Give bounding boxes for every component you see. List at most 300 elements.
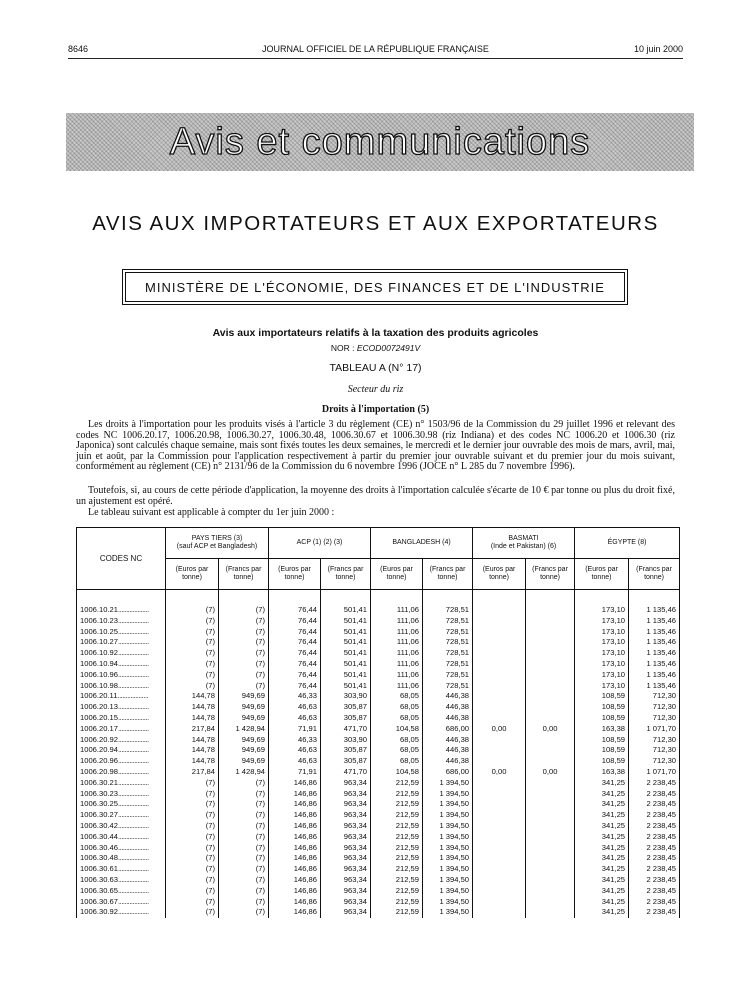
code-nc-cell: 1006.20.92................... [77, 735, 166, 746]
table-row [77, 605, 680, 616]
value-cell: 2 238,45 [629, 789, 680, 800]
table-row [77, 886, 680, 897]
value-cell: 111,06 [371, 616, 423, 627]
table-row [77, 875, 680, 886]
code-nc-cell: 1006.10.92................... [77, 648, 166, 659]
value-cell: (7) [219, 886, 269, 897]
value-cell: 1 135,46 [629, 627, 680, 638]
table-row [77, 799, 680, 810]
value-cell: 173,10 [575, 681, 629, 692]
value-cell: 173,10 [575, 627, 629, 638]
table-row [77, 637, 680, 648]
value-cell: 1 135,46 [629, 681, 680, 692]
value-cell [526, 605, 575, 616]
value-cell: 446,38 [423, 691, 473, 702]
value-cell: 173,10 [575, 637, 629, 648]
value-cell: 728,51 [423, 681, 473, 692]
droits-heading: Droits à l'importation (5) [321, 404, 430, 415]
group-header-bangladesh: BANGLADESH (4) [371, 528, 473, 559]
code-nc-cell: 1006.10.27................... [77, 637, 166, 648]
value-cell: 144,78 [166, 745, 219, 756]
value-cell [473, 897, 526, 908]
rice-duties-table [76, 527, 680, 918]
value-cell [473, 907, 526, 918]
value-cell: 305,87 [321, 756, 371, 767]
value-cell: 76,44 [269, 648, 321, 659]
value-cell: 108,59 [575, 691, 629, 702]
value-cell: 1 394,50 [423, 864, 473, 875]
value-cell: (7) [166, 886, 219, 897]
value-cell: 212,59 [371, 799, 423, 810]
codes-nc-header: CODES NC [77, 528, 166, 590]
value-cell: 341,25 [575, 864, 629, 875]
value-cell [526, 648, 575, 659]
value-cell: 163,38 [575, 724, 629, 735]
value-cell: 0,00 [473, 767, 526, 778]
table-row [77, 627, 680, 638]
value-cell [473, 756, 526, 767]
table-row [77, 853, 680, 864]
value-cell: 305,87 [321, 702, 371, 713]
table-row [77, 713, 680, 724]
value-cell [526, 735, 575, 746]
value-cell: 1 071,70 [629, 767, 680, 778]
value-cell: 963,34 [321, 875, 371, 886]
value-cell: 111,06 [371, 659, 423, 670]
code-nc-cell: 1006.20.11................... [77, 691, 166, 702]
value-cell: 68,05 [371, 756, 423, 767]
value-cell: 1 394,50 [423, 832, 473, 843]
nor-line [0, 343, 751, 353]
value-cell: 2 238,45 [629, 810, 680, 821]
code-nc-cell: 1006.30.44................... [77, 832, 166, 843]
value-cell: (7) [219, 853, 269, 864]
value-cell: 1 135,46 [629, 648, 680, 659]
value-cell: 146,86 [269, 897, 321, 908]
value-cell: 46,63 [269, 713, 321, 724]
value-cell: 2 238,45 [629, 843, 680, 854]
value-cell: (7) [219, 648, 269, 659]
value-cell: 501,41 [321, 605, 371, 616]
value-cell: 163,38 [575, 767, 629, 778]
value-cell: 111,06 [371, 605, 423, 616]
value-cell: (7) [166, 864, 219, 875]
value-cell: 1 394,50 [423, 778, 473, 789]
value-cell: 712,30 [629, 713, 680, 724]
value-cell: (7) [219, 832, 269, 843]
value-cell: 146,86 [269, 821, 321, 832]
value-cell: 212,59 [371, 886, 423, 897]
value-cell: 212,59 [371, 864, 423, 875]
value-cell: 949,69 [219, 713, 269, 724]
value-cell: 305,87 [321, 713, 371, 724]
value-cell: 1 135,46 [629, 659, 680, 670]
value-cell: 728,51 [423, 659, 473, 670]
value-cell: 68,05 [371, 713, 423, 724]
page-number: 8646 [68, 44, 89, 54]
value-cell: 728,51 [423, 637, 473, 648]
table-row [77, 670, 680, 681]
value-cell [473, 627, 526, 638]
value-cell: (7) [166, 778, 219, 789]
value-cell [473, 637, 526, 648]
value-cell [473, 691, 526, 702]
value-cell: 963,34 [321, 789, 371, 800]
value-cell: 949,69 [219, 735, 269, 746]
value-cell [473, 648, 526, 659]
value-cell: 341,25 [575, 789, 629, 800]
value-cell: 471,70 [321, 724, 371, 735]
unit-euro-header: (Euros par tonne) [371, 559, 423, 590]
value-cell: (7) [166, 605, 219, 616]
paragraph-2: Toutefois, si, au cours de cette période d'application, la moyenne des droits à l'importation calculée s'écarte de 10 € par tonne ou plus du droit fixé, un ajustement est opéré. [76, 485, 675, 507]
value-cell: 2 238,45 [629, 907, 680, 918]
value-cell: 146,86 [269, 799, 321, 810]
value-cell: 341,25 [575, 778, 629, 789]
value-cell [526, 875, 575, 886]
value-cell: 728,51 [423, 616, 473, 627]
value-cell [473, 843, 526, 854]
value-cell: 212,59 [371, 832, 423, 843]
code-nc-cell: 1006.30.42................... [77, 821, 166, 832]
value-cell: 146,86 [269, 832, 321, 843]
value-cell [526, 897, 575, 908]
value-cell: 108,59 [575, 745, 629, 756]
table-row [77, 907, 680, 918]
value-cell: 146,86 [269, 843, 321, 854]
value-cell: (7) [166, 810, 219, 821]
value-cell: (7) [219, 799, 269, 810]
value-cell: 712,30 [629, 745, 680, 756]
code-nc-cell: 1006.20.94................... [77, 745, 166, 756]
value-cell: 111,06 [371, 670, 423, 681]
code-nc-cell: 1006.10.25................... [77, 627, 166, 638]
value-cell: 2 238,45 [629, 897, 680, 908]
value-cell: 1 394,50 [423, 897, 473, 908]
value-cell: 2 238,45 [629, 799, 680, 810]
value-cell: 471,70 [321, 767, 371, 778]
value-cell: 146,86 [269, 853, 321, 864]
value-cell [473, 799, 526, 810]
table-row [77, 702, 680, 713]
value-cell: 949,69 [219, 745, 269, 756]
value-cell: 446,38 [423, 756, 473, 767]
value-cell: 446,38 [423, 735, 473, 746]
value-cell: 446,38 [423, 713, 473, 724]
code-nc-cell: 1006.30.61................... [77, 864, 166, 875]
value-cell: 1 135,46 [629, 670, 680, 681]
value-cell: 2 238,45 [629, 832, 680, 843]
code-nc-cell: 1006.30.27................... [77, 810, 166, 821]
value-cell: 446,38 [423, 745, 473, 756]
value-cell [526, 691, 575, 702]
value-cell: 341,25 [575, 886, 629, 897]
table-row [77, 821, 680, 832]
value-cell: 963,34 [321, 907, 371, 918]
code-nc-cell: 1006.10.23................... [77, 616, 166, 627]
value-cell: 173,10 [575, 616, 629, 627]
value-cell: 2 238,45 [629, 886, 680, 897]
value-cell: (7) [166, 627, 219, 638]
value-cell: (7) [166, 853, 219, 864]
unit-franc-header: (Francs par tonne) [219, 559, 269, 590]
value-cell [526, 843, 575, 854]
value-cell: 146,86 [269, 907, 321, 918]
value-cell: 341,25 [575, 843, 629, 854]
table-row [77, 745, 680, 756]
group-header-acp: ACP (1) (2) (3) [269, 528, 371, 559]
code-nc-cell: 1006.20.13................... [77, 702, 166, 713]
unit-franc-header: (Francs par tonne) [321, 559, 371, 590]
value-cell: 949,69 [219, 702, 269, 713]
table-spacer-row [77, 590, 680, 606]
value-cell: 712,30 [629, 691, 680, 702]
value-cell: 728,51 [423, 605, 473, 616]
value-cell [473, 853, 526, 864]
value-cell: 104,58 [371, 767, 423, 778]
value-cell: (7) [219, 637, 269, 648]
value-cell: 1 135,46 [629, 605, 680, 616]
table-row [77, 832, 680, 843]
value-cell: 963,34 [321, 864, 371, 875]
value-cell: 446,38 [423, 702, 473, 713]
group-header-egypte: ÉGYPTE (8) [575, 528, 680, 559]
value-cell: (7) [166, 637, 219, 648]
value-cell: 217,84 [166, 724, 219, 735]
value-cell: 963,34 [321, 821, 371, 832]
doc-title: Avis aux importateurs relatifs à la taxation des produits agricoles [212, 327, 539, 339]
value-cell: 46,63 [269, 756, 321, 767]
value-cell [473, 810, 526, 821]
code-nc-cell: 1006.10.21................... [77, 605, 166, 616]
unit-franc-header: (Francs par tonne) [423, 559, 473, 590]
value-cell: 341,25 [575, 875, 629, 886]
value-cell [473, 681, 526, 692]
table-row [77, 864, 680, 875]
value-cell: 108,59 [575, 702, 629, 713]
value-cell: 501,41 [321, 648, 371, 659]
value-cell: 76,44 [269, 637, 321, 648]
table-row [77, 681, 680, 692]
value-cell [473, 832, 526, 843]
code-nc-cell: 1006.30.21................... [77, 778, 166, 789]
value-cell [473, 713, 526, 724]
value-cell: 501,41 [321, 659, 371, 670]
value-cell: (7) [219, 670, 269, 681]
value-cell: 212,59 [371, 843, 423, 854]
value-cell: 501,41 [321, 681, 371, 692]
nor-label: NOR : [330, 343, 355, 353]
paragraph-3: Le tableau suivant est applicable à compter du 1er juin 2000 : [88, 507, 335, 518]
value-cell: 341,25 [575, 799, 629, 810]
value-cell [526, 789, 575, 800]
value-cell: (7) [166, 799, 219, 810]
value-cell: 1 428,94 [219, 724, 269, 735]
unit-euro-header: (Euros par tonne) [575, 559, 629, 590]
code-nc-cell: 1006.20.98................... [77, 767, 166, 778]
value-cell: 501,41 [321, 670, 371, 681]
value-cell: 501,41 [321, 627, 371, 638]
value-cell: (7) [219, 789, 269, 800]
value-cell: 728,51 [423, 648, 473, 659]
value-cell [526, 756, 575, 767]
value-cell: 146,86 [269, 864, 321, 875]
value-cell [526, 810, 575, 821]
value-cell: 686,00 [423, 724, 473, 735]
value-cell: 303,90 [321, 691, 371, 702]
code-nc-cell: 1006.30.48................... [77, 853, 166, 864]
value-cell: 963,34 [321, 897, 371, 908]
value-cell: 2 238,45 [629, 778, 680, 789]
value-cell: 963,34 [321, 810, 371, 821]
value-cell: 144,78 [166, 735, 219, 746]
value-cell: 212,59 [371, 897, 423, 908]
value-cell: (7) [166, 616, 219, 627]
section-banner-text: Avis et communications [169, 120, 591, 163]
value-cell: (7) [166, 659, 219, 670]
table-body [77, 590, 680, 919]
value-cell [473, 886, 526, 897]
code-nc-cell: 1006.30.46................... [77, 843, 166, 854]
value-cell: 212,59 [371, 875, 423, 886]
unit-euro-header: (Euros par tonne) [269, 559, 321, 590]
code-nc-cell: 1006.30.23................... [77, 789, 166, 800]
code-nc-cell: 1006.20.96................... [77, 756, 166, 767]
value-cell: (7) [219, 681, 269, 692]
running-header [68, 44, 683, 58]
unit-franc-header: (Francs par tonne) [526, 559, 575, 590]
group-header-basmati: BASMATI (Inde et Pakistan) (6) [473, 528, 575, 559]
value-cell: 111,06 [371, 648, 423, 659]
secteur-heading: Secteur du riz [347, 384, 404, 395]
ministry-box [125, 272, 625, 302]
value-cell [473, 821, 526, 832]
value-cell: 76,44 [269, 605, 321, 616]
value-cell: 76,44 [269, 627, 321, 638]
ministry-name: MINISTÈRE DE L'ÉCONOMIE, DES FINANCES ET DE L'INDUSTRIE [145, 279, 605, 295]
value-cell: 212,59 [371, 789, 423, 800]
table-row [77, 756, 680, 767]
value-cell: 1 394,50 [423, 853, 473, 864]
value-cell: 712,30 [629, 735, 680, 746]
value-cell: 1 135,46 [629, 637, 680, 648]
value-cell: 1 394,50 [423, 810, 473, 821]
value-cell [526, 702, 575, 713]
value-cell: 146,86 [269, 886, 321, 897]
value-cell: (7) [219, 897, 269, 908]
value-cell: 173,10 [575, 605, 629, 616]
value-cell: 0,00 [473, 724, 526, 735]
value-cell: (7) [219, 605, 269, 616]
value-cell: 0,00 [526, 724, 575, 735]
value-cell: 212,59 [371, 810, 423, 821]
value-cell: 212,59 [371, 853, 423, 864]
table-row [77, 648, 680, 659]
code-nc-cell: 1006.30.63................... [77, 875, 166, 886]
nor-value: ECOD0072491V [356, 343, 421, 353]
value-cell [526, 670, 575, 681]
value-cell: (7) [219, 778, 269, 789]
value-cell: 68,05 [371, 702, 423, 713]
value-cell: (7) [166, 832, 219, 843]
value-cell: 2 238,45 [629, 821, 680, 832]
value-cell: 963,34 [321, 853, 371, 864]
value-cell: 68,05 [371, 691, 423, 702]
value-cell: (7) [166, 821, 219, 832]
value-cell: 1 428,94 [219, 767, 269, 778]
value-cell: 46,63 [269, 702, 321, 713]
value-cell [473, 735, 526, 746]
value-cell: 1 394,50 [423, 907, 473, 918]
value-cell: 1 071,70 [629, 724, 680, 735]
value-cell: (7) [219, 864, 269, 875]
table-row [77, 659, 680, 670]
value-cell: 146,86 [269, 789, 321, 800]
table-row [77, 724, 680, 735]
table-row [77, 767, 680, 778]
section-banner [66, 113, 694, 171]
code-nc-cell: 1006.10.94................... [77, 659, 166, 670]
value-cell: 71,91 [269, 767, 321, 778]
value-cell [526, 821, 575, 832]
unit-franc-header: (Francs par tonne) [629, 559, 680, 590]
code-nc-cell: 1006.30.67................... [77, 897, 166, 908]
value-cell [473, 875, 526, 886]
value-cell: 0,00 [526, 767, 575, 778]
table-row [77, 897, 680, 908]
value-cell: 501,41 [321, 637, 371, 648]
value-cell: 963,34 [321, 799, 371, 810]
value-cell: 144,78 [166, 702, 219, 713]
value-cell: (7) [166, 875, 219, 886]
value-cell: 341,25 [575, 897, 629, 908]
value-cell: 144,78 [166, 756, 219, 767]
value-cell: (7) [219, 616, 269, 627]
value-cell: 728,51 [423, 670, 473, 681]
value-cell [526, 681, 575, 692]
code-nc-cell: 1006.10.96................... [77, 670, 166, 681]
value-cell: 68,05 [371, 735, 423, 746]
value-cell: 173,10 [575, 659, 629, 670]
value-cell [473, 702, 526, 713]
value-cell: 212,59 [371, 907, 423, 918]
value-cell: 686,00 [423, 767, 473, 778]
value-cell: 1 394,50 [423, 875, 473, 886]
value-cell: 963,34 [321, 886, 371, 897]
unit-euro-header: (Euros par tonne) [473, 559, 526, 590]
value-cell: 1 135,46 [629, 616, 680, 627]
value-cell: 108,59 [575, 735, 629, 746]
value-cell: 341,25 [575, 821, 629, 832]
avis-title: AVIS AUX IMPORTATEURS ET AUX EXPORTATEURS [92, 212, 659, 235]
value-cell: 303,90 [321, 735, 371, 746]
value-cell: 1 394,50 [423, 886, 473, 897]
value-cell [526, 907, 575, 918]
table-row [77, 778, 680, 789]
value-cell: 963,34 [321, 832, 371, 843]
group-header-pays-tiers: PAYS TIERS (3) (sauf ACP et Bangladesh) [166, 528, 269, 559]
value-cell [473, 670, 526, 681]
code-nc-cell: 1006.30.92................... [77, 907, 166, 918]
value-cell: 173,10 [575, 648, 629, 659]
value-cell: (7) [166, 648, 219, 659]
value-cell: 111,06 [371, 637, 423, 648]
value-cell: 963,34 [321, 778, 371, 789]
tableau-heading: TABLEAU A (N° 17) [329, 362, 422, 374]
table-row [77, 616, 680, 627]
value-cell: (7) [219, 627, 269, 638]
value-cell: (7) [166, 907, 219, 918]
